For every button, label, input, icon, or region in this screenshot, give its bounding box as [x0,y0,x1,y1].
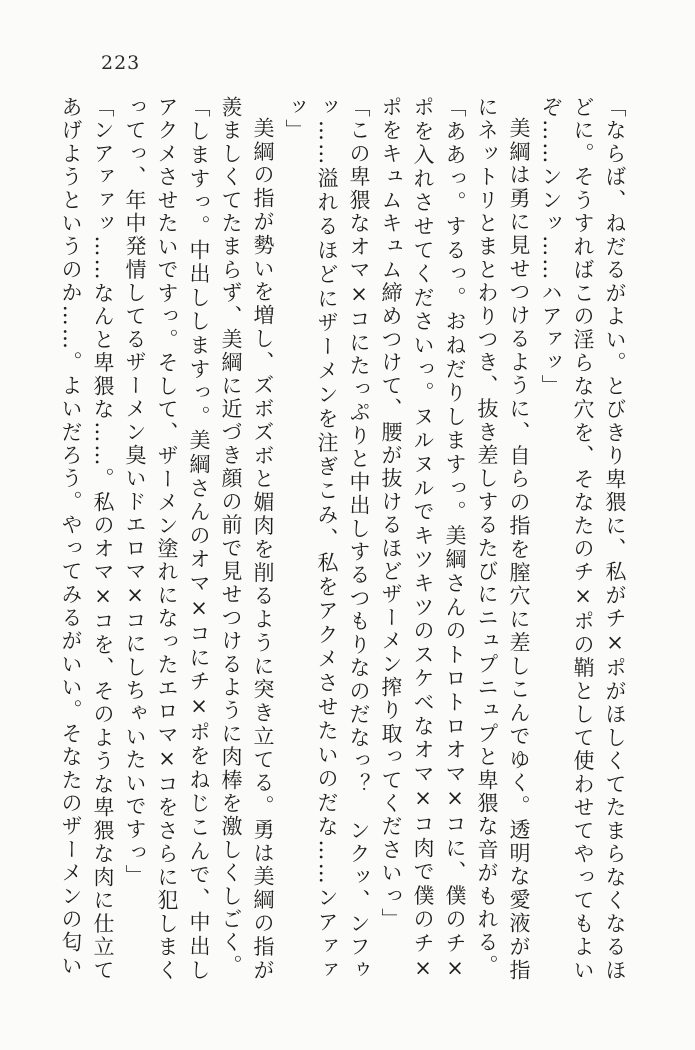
page-number: 223 [101,52,141,74]
paragraph: 「ならば、ねだるがよい。とびきり卑猥に、私がチ×ポがほしくてたまらなくなるほどに。そうすればこの淫らな穴を、そなたのチ×ポの鞘として使わせてやってもよいぞ……ンンッ……ハアァッ」 [539,96,627,982]
paragraph: 美綱は勇に見せつけるように、自らの指を膣穴に差しこんでゆく。透明な愛液が指にネットリとまとわりつき、抜き差しするたびにニュプニュプと卑猥な音がもれる。 [475,96,531,982]
paragraph: 「この卑猥なオマ×コにたっぷりと中出しするつもりなのだなっ？ ンクッ、ンフゥッ……溢れるほどにザーメンを注ぎこみ、私をアクメさせたいのだな……ンアァァッ」 [283,96,371,982]
paragraph: 美綱の指が勢いを増し、ズボズボと媚肉を削るように突き立てる。勇は美綱の指が羨ましくてたまらず、美綱に近づき顔の前で見せつけるように肉棒を激しくしごく。 [219,96,275,982]
page-text [55,96,631,982]
paragraph: 「ンアァァッ……なんと卑猥な……。私のオマ×コを、そのような卑猥な肉に仕立てあげようというのか……。よいだろう。やってみるがいい。そなたのザーメンの匂い [59,96,115,982]
paragraph: 「ああっ。するっ。おねだりしますっ。美綱さんのトロトロオマ×コに、僕のチ×ポを入れさせてくださいっ。ヌルヌルでキツキツのスケベなオマ×コ肉で僕のチ×ポをキュムキュム締めつけて、腰が抜けるほどザーメン搾り取ってくださいっ」 [379,96,467,982]
paragraph: 「しますっ。中出ししますっ。美綱さんのオマ×コにチ×ポをねじこんで、中出しアクメさせたいですっ。そして、ザーメン塗れになったエロマ×コをさらに犯しまくってっ、年中発情してるザーメン臭いドエロマ×コにしちゃいたいですっ」 [123,96,211,982]
